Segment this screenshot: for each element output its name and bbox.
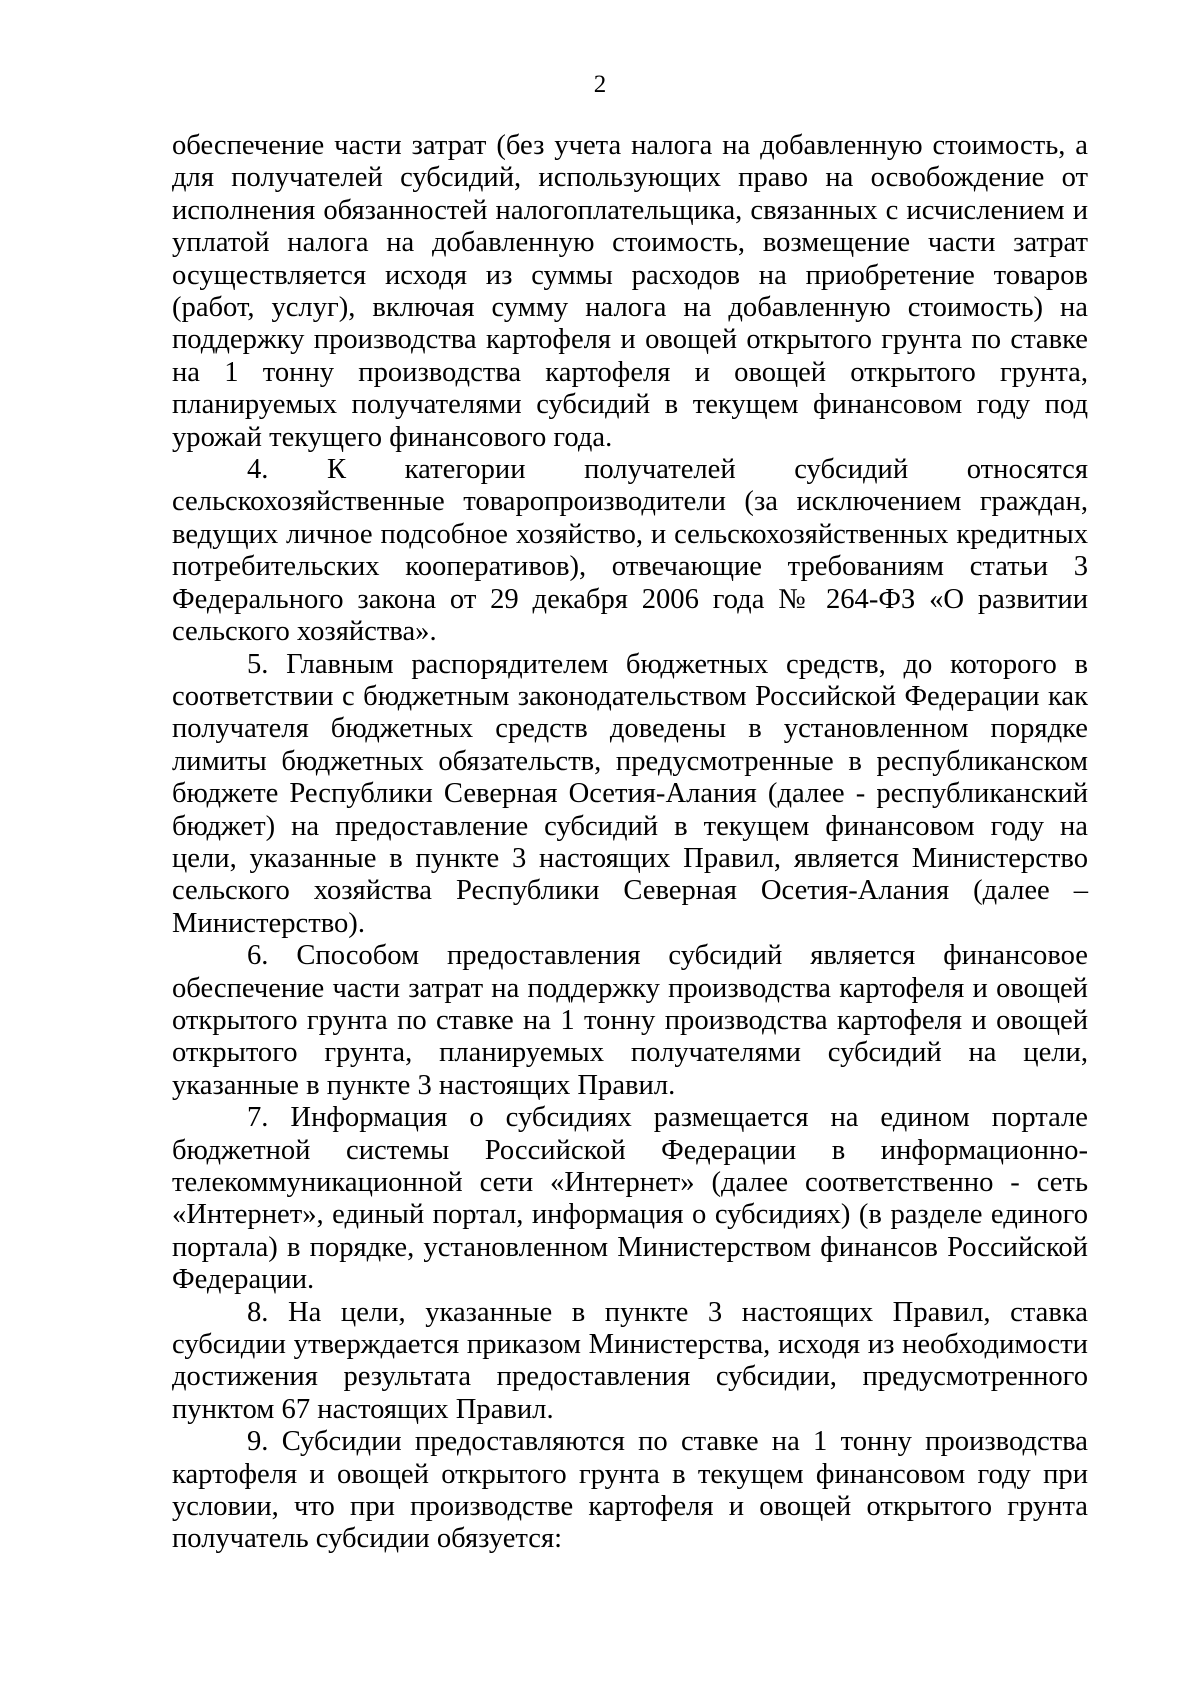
- paragraph-item-4: 4. К категории получателей субсидий относятся сельскохозяйственные товаропроизводители (за исключением граждан, ведущих личное подсобное хозяйство, и сельскохозяйственных кредитных потребительских кооперативов), отвечающие требованиям статьи 3 Федерального закона от 29 декабря 2006 года № 264-ФЗ «О развитии сельского хозяйства».: [172, 454, 1088, 648]
- paragraph-item-9: 9. Субсидии предоставляются по ставке на 1 тонну производства картофеля и овощей открытого грунта в текущем финансовом году при условии, что при производстве картофеля и овощей открытого грунта получатель субсидии обязуется:: [172, 1426, 1088, 1555]
- paragraph-item-8: 8. На цели, указанные в пункте 3 настоящих Правил, ставка субсидии утверждается приказом Министерства, исходя из необходимости достижения результата предоставления субсидии, предусмотренного пунктом 67 настоящих Правил.: [172, 1296, 1088, 1425]
- paragraph-item-6: 6. Способом предоставления субсидий является финансовое обеспечение части затрат на поддержку производства картофеля и овощей открытого грунта по ставке на 1 тонну производства картофеля и овощей открытого грунта, планируемых получателями субсидий на цели, указанные в пункте 3 настоящих Правил.: [172, 940, 1088, 1101]
- paragraph-item-7: 7. Информация о субсидиях размещается на едином портале бюджетной системы Российской Федерации в информационно-телекоммуникационной сети «Интернет» (далее соответственно - сеть «Интернет», единый портал, информация о субсидиях) (в разделе единого портала) в порядке, установленном Министерством финансов Российской Федерации.: [172, 1102, 1088, 1296]
- page-number: 2: [593, 71, 607, 98]
- paragraph-item-5: 5. Главным распорядителем бюджетных средств, до которого в соответствии с бюджетным законодательством Российской Федерации как получателя бюджетных средств доведены в установленном порядке лимиты бюджетных обязательств, предусмотренные в республиканском бюджете Республики Северная Осетия-Алания (далее - республиканский бюджет) на предоставление субсидий в текущем финансовом году на цели, указанные в пункте 3 настоящих Правил, является Министерство сельского хозяйства Республики Северная Осетия-Алания (далее – Министерство).: [172, 648, 1088, 939]
- paragraph-continuation: обеспечение части затрат (без учета налога на добавленную стоимость, а для получателей субсидий, использующих право на освобождение от исполнения обязанностей налогоплательщика, связанных с исчислением и уплатой налога на добавленную стоимость, возмещение части затрат осуществляется исходя из суммы расходов на приобретение товаров (работ, услуг), включая сумму налога на добавленную стоимость) на поддержку производства картофеля и овощей открытого грунта по ставке на 1 тонну производства картофеля и овощей открытого грунта, планируемых получателями субсидий в текущем финансовом году под урожай текущего финансового года.: [172, 130, 1088, 453]
- document-body: [172, 130, 1088, 1556]
